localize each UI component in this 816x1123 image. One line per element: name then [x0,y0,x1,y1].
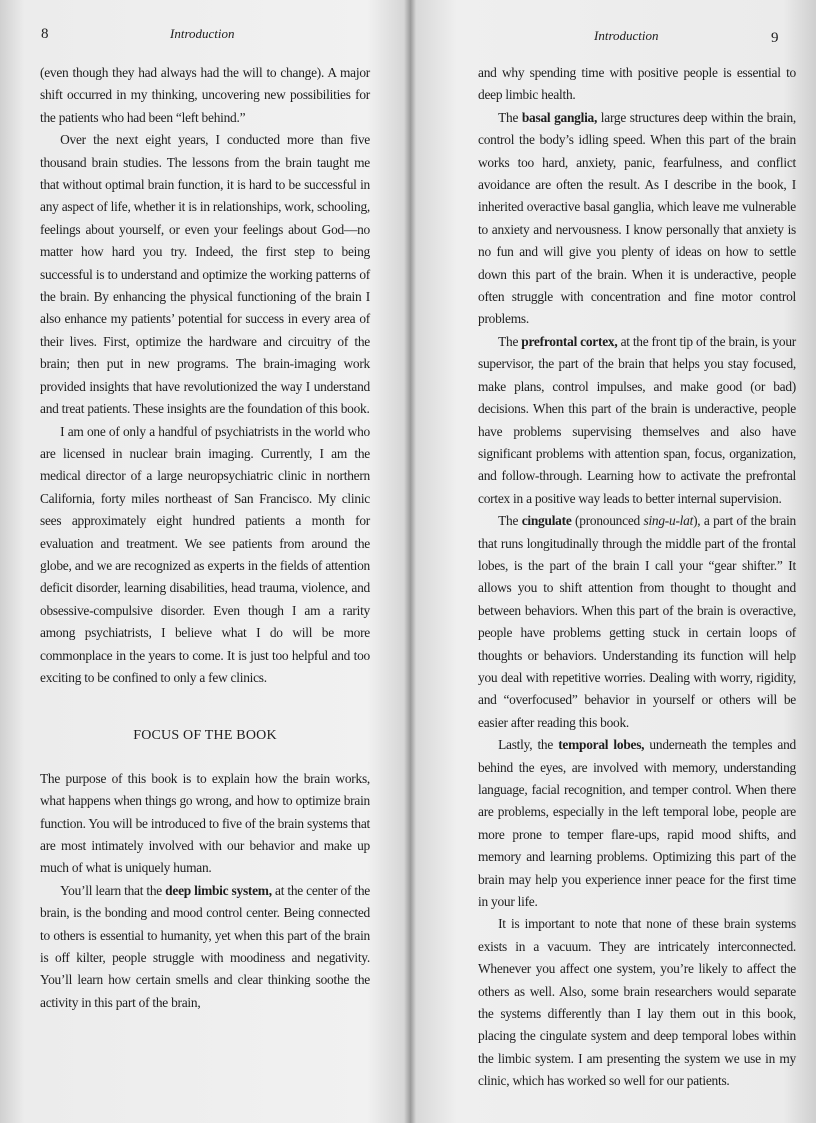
page-number-left: 8 [41,26,49,42]
running-header-left: Introduction [170,26,235,41]
left-page-body [40,62,370,1014]
term-temporal-lobes: temporal lobes, [558,737,645,753]
running-header-right: Introduction [594,28,659,43]
term-deep-limbic-system: deep limbic system, [165,882,272,898]
paragraph-5: You’ll learn that the deep limbic system, at the center of the brain, is the bonding and mood control center. Being connected to others is essential to humanity, yet when this part of the brain is off kilter, people struggle with moodiness and negativity. You’ll learn how certain smells and clear thinking soothe the activity in this part of the brain, [40,882,370,1010]
paragraph-2: The basal ganglia, large structures deep within the brain, control the body’s idling speed. When this part of the brain works too hard, anxiety, panic, fearfulness, and conflict avoidance are often the result. As I describe in the book, I inherited overactive basal ganglia, which leave me vulnerable to anxiety and nervousness. I know personally that anxiety is no fun and will give you plenty of ideas on how to settle down this part of the brain. When it is underactive, people often struggle with concentration and fine motor control problems. [478,109,797,327]
pronunciation: sing-u-lat [643,513,694,529]
paragraph-1: and why spending time with positive people is essential to deep limbic health. [478,65,796,103]
term-cingulate: cingulate [521,513,572,529]
paragraph-4: The purpose of this book is to explain how the brain works, what happens when things go wrong, and how to optimize brain function. You will be introduced to five of the brain systems that are most intimately involved with our behavior and make up much of what is uniquely human. [40,770,370,876]
paragraph-1: (even though they had always had the will to change). A major shift occurred in my thinking, uncovering new possibilities for the patients who had been “left behind.” [40,65,370,125]
paragraph-2: Over the next eight years, I conducted more than five thousand brain studies. The lessons from the brain taught me that without optimal brain function, it is hard to be successful in any aspect of life, whether it is in relationships, work, schooling, feelings about yourself, or even your feelings about God—no matter how hard you try. Indeed, the first step to being successful is to understand and optimize the working patterns of the brain. By enhancing the physical functioning of the brain I also enhance my patients’ potential for success in every area of their lives. First, optimize the hardware and circuitry of the brain; then put in new programs. The brain-imaging work provided insights that have revolutionized the way I understand and treat patients. These insights are the foundation of this book. [40,132,370,417]
right-page-body [478,62,796,1093]
section-heading: FOCUS OF THE BOOK [133,728,277,744]
term-basal-ganglia: basal ganglia, [521,109,598,125]
page-number-right: 9 [771,30,779,46]
paragraph-3: I am one of only a handful of psychiatrists in the world who are licensed in nuclear brain imaging. Currently, I am the medical director of a large neuropsychiatric clinic in northern California, forty miles northeast of San Francisco. My clinic sees approximately eight hundred patients a month for evaluation and treatment. We see patients from around the globe, and we are recognized as experts in the fields of attention deficit disorder, learning disabilities, head trauma, violence, and obsessive-compulsive disorder. Even though I am a rarity among psychiatrists, I believe what I do will be more commonplace in the years to come. It is just too helpful and too exciting to be confined to only a few clinics. [40,423,370,685]
paragraph-4: The cingulate (pronounced sing-u-lat), a part of the brain that runs longitudinally through the middle part of the frontal lobes, is the part of the brain I call your “gear shifter.” It allows you to shift attention from thought to thought and between behaviors. When this part of the brain is overactive, people have problems getting stuck in certain loops of thoughts or behaviors. Understanding its function will help you deal with repetitive worries. Dealing with worry, rigidity, and “overfocused” behavior in yourself or others will be easier after reading this book. [478,513,796,730]
term-prefrontal-cortex: prefrontal cortex, [521,333,618,349]
paragraph-3: The prefrontal cortex, at the front tip of the brain, is your supervisor, the part of the brain that helps you stay focused, make plans, control impulses, and make good (or bad) decisions. When this part of the brain is underactive, people have problems supervising themselves and also have significant problems with attention span, focus, organization, and follow-through. Learning how to activate the prefrontal cortex in a positive way leads to better internal supervision. [478,333,796,506]
paragraph-5: Lastly, the temporal lobes, underneath the temples and behind the eyes, are involved with memory, understanding language, facial recognition, and temper control. When there are problems, especially in the left temporal lobe, people are more prone to temper flare-ups, rapid mood shifts, and memory and learning problems. Optimizing this part of the brain may help you experience inner peace for the first time in your life. [478,737,796,910]
right-page [408,0,816,1123]
paragraph-6: It is important to note that none of these brain systems exists in a vacuum. They are intricately interconnected. Whenever you affect one system, you’re likely to affect the others as well. Also, some brain researchers would separate the systems differently than I lay them out in this book, placing the cingulate system and deep temporal lobes within the limbic system. I am presenting the system we use in my clinic, which has worked so well for our patients. [478,916,796,1089]
